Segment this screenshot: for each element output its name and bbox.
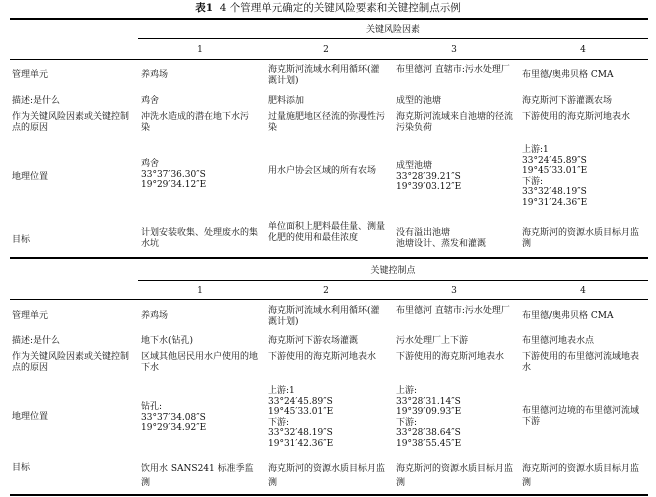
location-cell: [268, 386, 388, 449]
location-cell: [396, 386, 514, 449]
table-cell: 过量施肥地区径流的弥漫性污染: [268, 112, 386, 133]
table-cell: 海克斯河流域来自池塘的径流污染负荷: [396, 112, 514, 133]
table-cell: 污水处理厂上下游: [396, 336, 469, 346]
column-number: 2: [323, 45, 329, 55]
column-rule: [10, 59, 648, 60]
table-cell: 海克斯河下游灌溉农场: [522, 96, 613, 106]
column-number: 1: [197, 286, 203, 296]
table-caption: 4 个管理单元确定的关键风险要素和关键控制点示例: [219, 2, 461, 14]
location-line: 钻孔:: [141, 402, 163, 412]
table-cell: 肥料添加: [268, 96, 305, 106]
row-label: 地理位置: [12, 172, 49, 182]
table-cell: 单位面积上肥料最佳量、测量化肥的使用和最佳浓度: [268, 222, 386, 243]
objective-line: 池塘设计、蒸发和灌溉: [396, 238, 487, 249]
column-number: 4: [580, 286, 586, 296]
table-title: [0, 2, 656, 15]
coordinate-text: 33°32′48.19″S: [268, 428, 333, 438]
section-header: 关键控制点: [370, 266, 416, 276]
column-number: 3: [451, 45, 457, 55]
coordinate-text: 19°45′33.01″E: [268, 407, 334, 417]
column-rule: [10, 299, 648, 300]
objective-line: 没有溢出池塘: [396, 228, 451, 238]
section-header: 关键风险因素: [365, 25, 420, 35]
coordinate-text: 33°37′36.30″S: [141, 169, 206, 180]
location-line: 上游:1: [268, 386, 295, 396]
location-line: 上游:1: [522, 145, 549, 155]
location-cell: [141, 159, 259, 191]
coordinate-text: 33°28′39.21″S: [396, 171, 461, 182]
bottom-rule: [10, 494, 648, 496]
header-rule: [138, 280, 648, 281]
coordinate-text: 33°28′31.14″S: [396, 396, 461, 407]
table-cell: 布里德/奥弗贝格 CMA: [522, 70, 614, 80]
table-cell: 养鸡场: [141, 311, 169, 321]
row-label: 作为关键风险因素或关键控制点的原因: [12, 112, 130, 133]
objective-cell: [396, 228, 514, 249]
coordinate-text: 19°45′33.01″E: [522, 166, 588, 176]
section-divider: [10, 257, 648, 259]
table-cell: 海克斯河流域水利用循环(灌溉计划): [268, 306, 380, 327]
coordinate-text: 33°32′48.19″S: [522, 187, 587, 197]
table-cell: 鸡舍: [141, 96, 160, 106]
table-cell: 区域其他居民用水户使用的地下水: [141, 352, 259, 373]
location-line: 鸡舍: [141, 159, 160, 169]
table-cell: 海克斯河下游农场灌溉: [268, 336, 359, 346]
row-label: 管理单元: [12, 70, 49, 80]
location-line: 下游:: [396, 417, 418, 428]
table-cell: 布里德河边境的布里德河流域下游: [522, 406, 640, 427]
column-number: 3: [451, 286, 457, 296]
coordinate-text: 33°28′38.64″S: [396, 428, 461, 438]
location-cell: [522, 145, 646, 208]
coordinate-text: 19°38′55.45″E: [396, 438, 462, 449]
row-label: 目标: [12, 235, 31, 245]
table-cell: 布里德河 直辖市:污水处理厂: [396, 65, 510, 75]
location-cell: [141, 402, 259, 434]
row-label: 作为关键风险因素或关键控制点的原因: [12, 352, 130, 373]
table-cell: 海克斯河的资源水质目标月监测: [522, 464, 640, 488]
coordinate-text: 33°24′45.89″S: [268, 396, 333, 407]
location-cell: [396, 161, 514, 193]
table-cell: 布里德河地表水点: [522, 336, 595, 346]
table-cell: 下游使用的布里德河流域地表水: [522, 352, 640, 373]
coordinate-text: 19°29′34.12″E: [141, 180, 207, 190]
row-label: 目标: [12, 463, 31, 473]
table-cell: 布里德河 直辖市:污水处理厂: [396, 306, 510, 316]
table-cell: 海克斯河流域水利用循环(灌溉计划): [268, 65, 380, 86]
table-cell: 海克斯河的资源水质目标月监测: [396, 464, 514, 488]
coordinate-text: 19°29′34.92″E: [141, 423, 207, 433]
table-cell: 养鸡场: [141, 70, 169, 80]
location-line: 下游:: [268, 417, 290, 428]
coordinate-text: 19°39′09.93″E: [396, 407, 462, 417]
table-cell: 下游使用的海克斯河地表水: [268, 352, 377, 362]
column-number: 1: [197, 45, 203, 55]
row-label: 地理位置: [12, 412, 49, 422]
column-number: 4: [580, 45, 586, 55]
column-number: 2: [323, 286, 329, 296]
table-cell: 饮用水 SANS241 标准季监测: [141, 464, 254, 488]
header-rule: [138, 38, 648, 39]
coordinate-text: 33°37′34.08″S: [141, 412, 206, 423]
table-number: 表1: [195, 2, 214, 14]
location-line: 上游:: [396, 386, 418, 396]
coordinate-text: 19°31′24.36″E: [522, 197, 588, 208]
table-cell: 冲洗水造成的潜在地下水污染: [141, 112, 250, 133]
location-line: 下游:: [522, 176, 544, 187]
table-cell: 地下水(钻孔): [141, 336, 194, 346]
table-cell: 用水户协会区域的所有农场: [268, 166, 377, 176]
table-cell: 成型的池塘: [396, 96, 442, 106]
table-cell: 布里德/奥弗贝格 CMA: [522, 311, 614, 321]
coordinate-text: 19°31′42.36″E: [268, 438, 334, 449]
coordinate-text: 33°24′45.89″S: [522, 155, 587, 166]
row-label: 管理单元: [12, 311, 49, 321]
table-cell: 海克斯河的资源水质目标月监测: [268, 464, 386, 488]
row-label: 描述:是什么: [12, 96, 61, 106]
table-cell: 计划安装收集、处理废水的集水坑: [141, 228, 259, 249]
table-cell: 下游使用的海克斯河地表水: [396, 352, 505, 362]
location-line: 成型池塘: [396, 161, 433, 171]
table-cell: 下游使用的海克斯河地表水: [522, 112, 631, 122]
table-cell: 海克斯河的资源水质目标月监测: [522, 228, 640, 249]
top-rule: [10, 18, 648, 20]
coordinate-text: 19°39′03.12″E: [396, 182, 462, 192]
row-label: 描述:是什么: [12, 336, 61, 346]
